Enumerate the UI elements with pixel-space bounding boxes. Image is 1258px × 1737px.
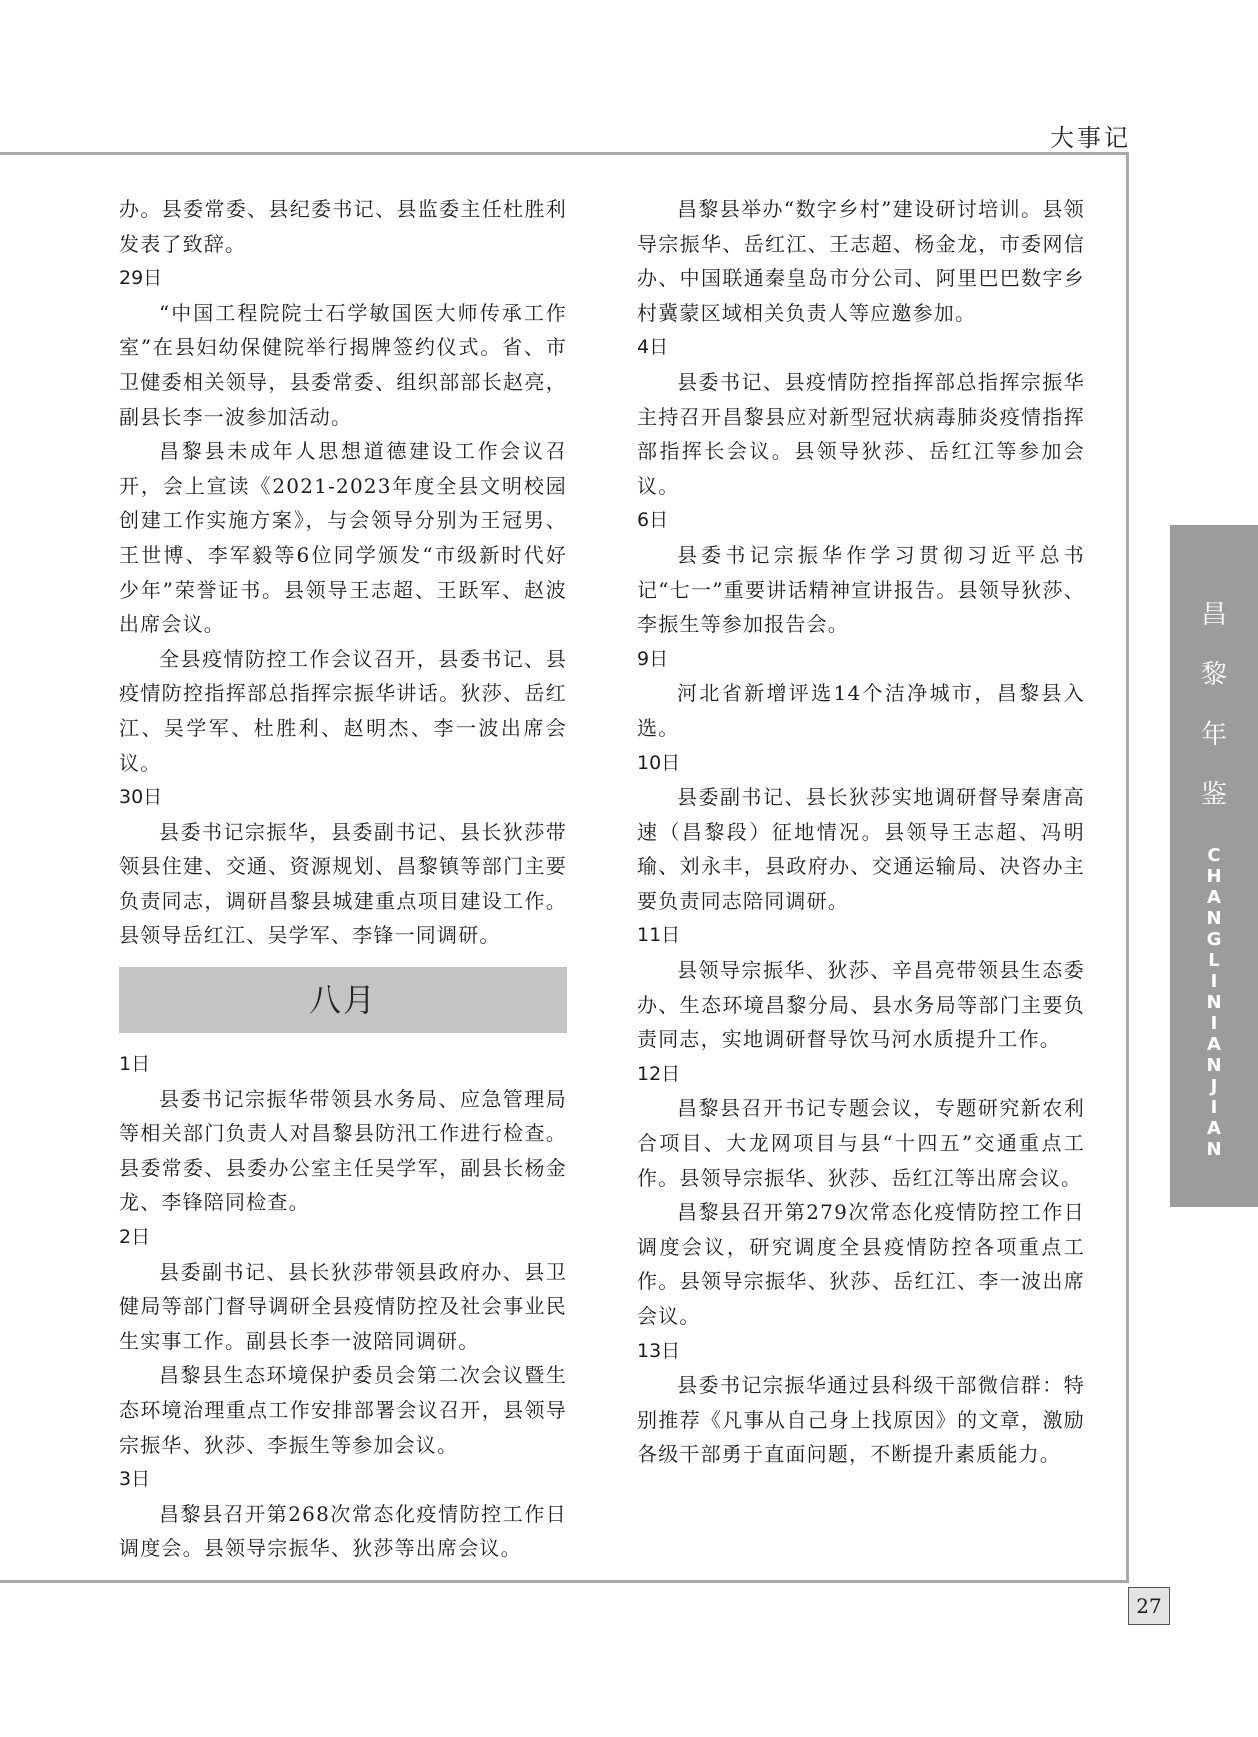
side-tab-letter: G xyxy=(1206,929,1222,950)
entry-paragraph: 县委书记宗振华带领县水务局、应急管理局等相关部门负责人对昌黎县防汛工作进行检查。县委常委、县委办公室主任吴学军，副县长杨金龙、李锋陪同检查。 xyxy=(119,1086,567,1215)
frame-bottom-rule xyxy=(0,1580,1128,1583)
side-tab-char: 黎 xyxy=(1200,660,1227,690)
entry-date: 4日 xyxy=(637,336,669,359)
frame-top-rule xyxy=(0,152,1128,155)
entry-date: 30日 xyxy=(119,786,163,809)
entry-paragraph: 昌黎县生态环境保护委员会第二次会议暨生态环境治理重点工作安排部署会议召开，县领导宗振华、狄莎、李振生等参加会议。 xyxy=(119,1363,567,1457)
right-column xyxy=(637,192,1085,1472)
entry-paragraph: 县委书记、县疫情防控指挥部总指挥宗振华主持召开昌黎县应对新型冠状病毒肺炎疫情指挥部指挥长会议。县领导狄莎、岳红江等参加会议。 xyxy=(637,369,1085,498)
entry-date: 1日 xyxy=(119,1053,151,1076)
side-tab-char: 年 xyxy=(1200,720,1227,750)
side-tab-letter: L xyxy=(1208,950,1220,971)
entry-paragraph: 县委副书记、县长狄莎实地调研督导秦唐高速（昌黎段）征地情况。县领导王志超、冯明瑜、刘永丰，县政府办、交通运输局、决咨办主要负责同志陪同调研。 xyxy=(637,785,1085,913)
entry-date: 2日 xyxy=(119,1226,151,1249)
left-column xyxy=(119,192,567,1566)
entry-paragraph: 县委书记宗振华通过县科级干部微信群：特别推荐《凡事从自己身上找原因》的文章，激励各级干部勇于直面问题，不断提升素质能力。 xyxy=(637,1373,1085,1467)
section-title: 大事记 xyxy=(1050,124,1131,152)
entry-paragraph: 办。县委常委、县纪委书记、县监委主任杜胜利发表了致辞。 xyxy=(119,197,567,256)
side-tab-letter: I xyxy=(1210,1013,1218,1034)
entry-paragraph: 昌黎县召开第268次常态化疫情防控工作日调度会。县领导宗振华、狄莎等出席会议。 xyxy=(119,1501,567,1561)
entry-date: 13日 xyxy=(637,1339,681,1362)
side-tab-letter: N xyxy=(1206,992,1222,1013)
entry-paragraph: 昌黎县举办“数字乡村”建设研讨培训。县领导宗振华、岳红江、王志超、杨金龙，市委网信办、中国联通秦皇岛市分公司、阿里巴巴数字乡村冀蒙区域相关负责人等应邀参加。 xyxy=(637,197,1085,325)
side-tab-letter: A xyxy=(1207,887,1221,908)
side-tab-letter: A xyxy=(1207,1034,1221,1055)
entry-paragraph: 县委副书记、县长狄莎带领县政府办、县卫健局等部门督导调研全县疫情防控及社会事业民生实事工作。副县长李一波陪同调研。 xyxy=(119,1259,567,1353)
entry-paragraph: 昌黎县召开第279次常态化疫情防控工作日调度会议，研究调度全县疫情防控各项重点工作。县领导宗振华、狄莎、岳红江、李一波出席会议。 xyxy=(637,1200,1085,1328)
frame-right-rule xyxy=(1126,152,1129,1583)
side-tab xyxy=(1170,525,1258,1207)
entry-paragraph: 县委书记宗振华，县委副书记、县长狄莎带领县住建、交通、资源规划、昌黎镇等部门主要负责同志，调研昌黎县城建重点项目建设工作。县领导岳红江、吴学军、李锋一同调研。 xyxy=(119,819,567,948)
entry-paragraph: “中国工程院院士石学敏国医大师传承工作室”在县妇幼保健院举行揭牌签约仪式。省、市卫健委相关领导，县委常委、组织部部长赵亮，副县长李一波参加活动。 xyxy=(119,300,567,429)
side-tab-char: 鉴 xyxy=(1200,780,1227,810)
side-tab-chinese-title xyxy=(1170,585,1258,825)
side-tab-letter: N xyxy=(1206,1139,1222,1160)
entry-date: 9日 xyxy=(637,647,669,670)
month-heading: 八月 xyxy=(119,967,567,1033)
entry-paragraph: 县领导宗振华、狄莎、辛昌亮带领县生态委办、生态环境昌黎分局、县水务局等部门主要负责同志，实地调研督导饮马河水质提升工作。 xyxy=(637,958,1085,1052)
entry-date: 3日 xyxy=(119,1468,151,1491)
side-tab-letter: A xyxy=(1207,1118,1221,1139)
entry-date: 6日 xyxy=(637,509,669,532)
entry-paragraph: 河北省新增评选14个洁净城市，昌黎县入选。 xyxy=(637,681,1085,740)
side-tab-letter: H xyxy=(1206,866,1222,887)
side-tab-letter: C xyxy=(1207,845,1221,866)
page-number: 27 xyxy=(1128,1587,1170,1625)
entry-paragraph: 昌黎县未成年人思想道德建设工作会议召开，会上宣读《2021-2023年度全县文明校园创建工作实施方案》，与会领导分别为王冠男、王世博、李军毅等6位同学颁发“市级新时代好少年”荣誉证书。县领导王志超、王跃军、赵波出席会议。 xyxy=(119,439,567,637)
side-tab-char: 昌 xyxy=(1200,600,1227,630)
entry-date: 12日 xyxy=(637,1062,681,1085)
entry-paragraph: 全县疫情防控工作会议召开，县委书记、县疫情防控指挥部总指挥宗振华讲话。狄莎、岳红江、吴学军、杜胜利、赵明杰、李一波出席会议。 xyxy=(119,646,567,775)
entry-date: 10日 xyxy=(637,751,681,774)
side-tab-letter: I xyxy=(1210,1097,1218,1118)
side-tab-letter: N xyxy=(1206,1055,1222,1076)
side-tab-pinyin-title xyxy=(1170,845,1258,1160)
entry-paragraph: 县委书记宗振华作学习贯彻习近平总书记“七一”重要讲话精神宣讲报告。县领导狄莎、李振生等参加报告会。 xyxy=(637,542,1085,637)
entry-date: 11日 xyxy=(637,924,681,947)
entry-paragraph: 昌黎县召开书记专题会议，专题研究新农利合项目、大龙网项目与县“十四五”交通重点工作。县领导宗振华、狄莎、岳红江等出席会议。 xyxy=(637,1096,1085,1190)
side-tab-letter: I xyxy=(1210,971,1218,992)
entry-date: 29日 xyxy=(119,267,163,290)
side-tab-letter: J xyxy=(1210,1076,1218,1097)
side-tab-letter: N xyxy=(1206,908,1222,929)
